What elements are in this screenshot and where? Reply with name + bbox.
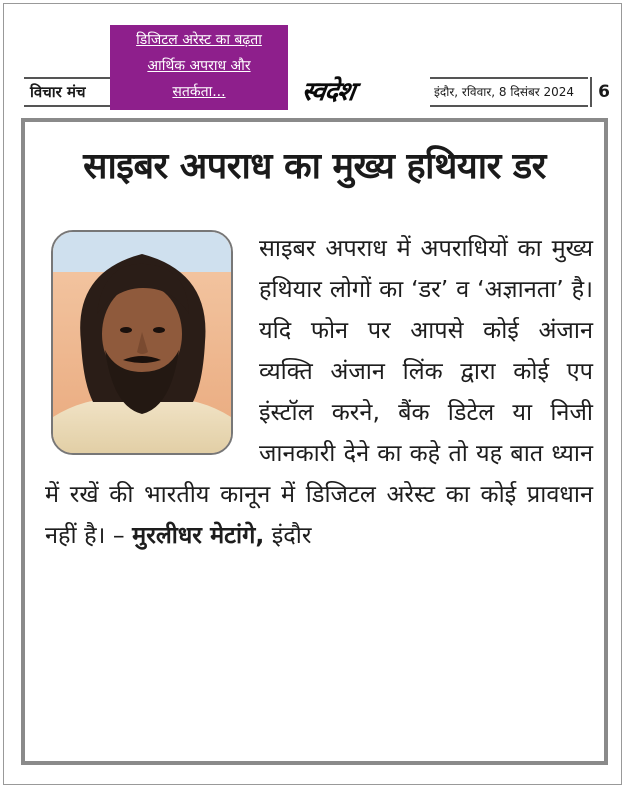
body-paragraph: साइबर अपराध में अपराधियों का मुख्य हथियार लोगों का ‘डर’ व ‘अज्ञानता’ है। यदि फोन पर आपसे कोई अंजान व्यक्ति अंजान लिंक द्वारा कोई एप इंस्टॉल करने, बैंक डिटेल या निजी जानकारी देने का कहे तो यह बात ध्यान में रखें की भारतीय कानून में डिजिटल अरेस्ट का कोई प्रावधान नहीं है। – bbox=[45, 234, 593, 549]
section-tag: विचार मंच bbox=[24, 77, 114, 107]
teaser-link[interactable]: डिजिटल अरेस्ट का बढ़ता आर्थिक अपराध और सतर्कता... bbox=[110, 25, 288, 110]
author-city: इंदौर bbox=[271, 521, 312, 549]
photo-spacer bbox=[45, 228, 245, 460]
article-headline: साइबर अपराध का मुख्य हथियार डर bbox=[83, 146, 546, 187]
article-box bbox=[21, 118, 608, 765]
author-name: मुरलीधर मेटांगे, bbox=[132, 521, 265, 549]
newspaper-header bbox=[10, 18, 617, 118]
page-number: 6 bbox=[590, 77, 616, 107]
dateline: इंदौर, रविवार, 8 दिसंबर 2024 bbox=[430, 77, 588, 107]
article-body bbox=[45, 228, 593, 556]
masthead-logo: स्वदेश bbox=[299, 77, 357, 107]
